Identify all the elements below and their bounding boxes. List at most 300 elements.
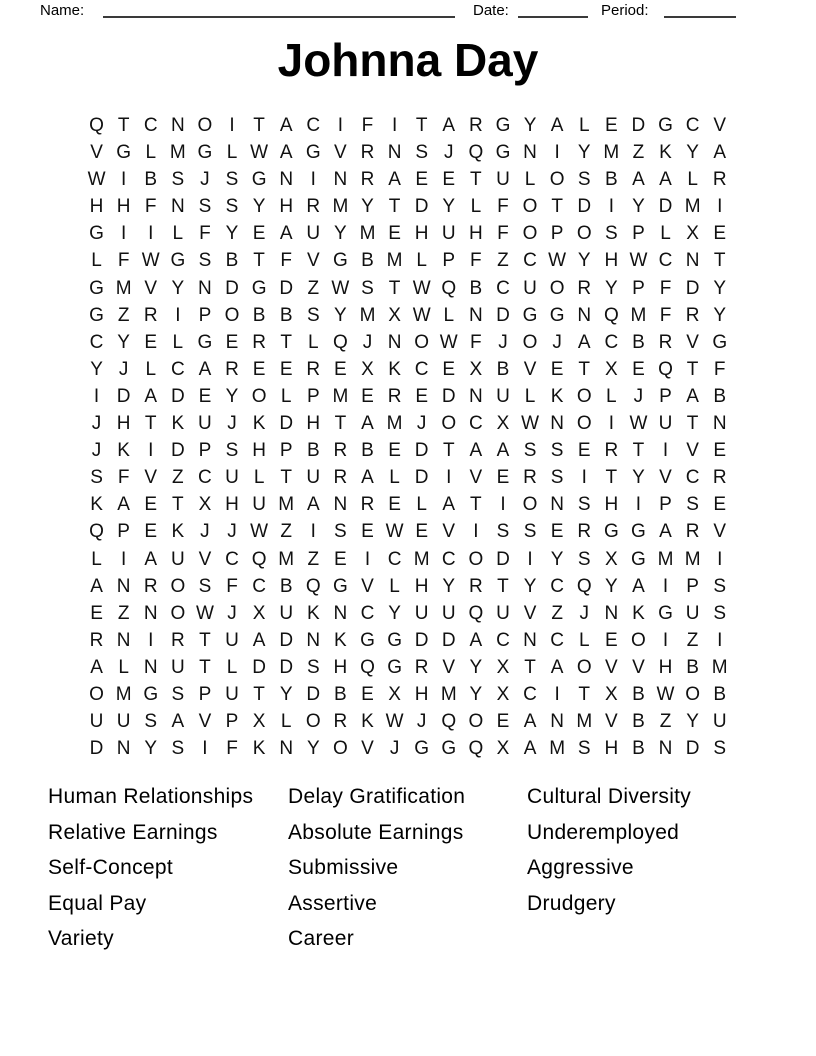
grid-letter: L [524,385,536,407]
grid-letter: G [251,169,267,191]
grid-letter: Y [523,575,537,597]
grid-letter: L [308,331,319,353]
grid-letter: T [605,467,618,489]
grid-letter: Z [497,250,509,272]
grid-letter: T [253,115,265,136]
grid-letter: E [496,711,510,733]
grid-letter: N [279,738,294,760]
grid-letter: L [578,629,590,651]
grid-letter: E [604,115,618,136]
grid-letter: T [253,250,265,272]
grid-letter: I [364,548,371,570]
grid-letter: N [306,629,321,651]
grid-letter: L [226,656,238,678]
grid-letter: G [89,277,104,299]
grid-letter: G [712,331,728,353]
grid-letter: L [118,656,129,678]
grid-letter: A [198,358,212,380]
grid-letter: N [468,385,483,407]
grid-letter: Y [225,385,239,407]
grid-letter: O [576,656,592,678]
grid-letter: U [89,711,104,733]
grid-letter: R [225,358,239,380]
grid-letter: P [550,223,564,245]
grid-letter: P [198,683,212,705]
grid-letter: E [361,521,374,543]
grid-letter: U [441,223,456,245]
grid-letter: J [416,413,427,435]
grid-letter: G [631,548,646,570]
grid-letter: U [658,413,673,435]
grid-letter: Q [251,548,267,570]
grid-letter: L [524,169,536,191]
grid-letter: K [252,738,266,760]
grid-letter: L [606,385,617,407]
grid-letter: J [91,413,102,435]
grid-letter: D [414,467,429,489]
grid-letter: B [469,277,483,299]
grid-letter: S [523,521,537,543]
grid-letter: U [306,467,321,489]
grid-letter: E [144,331,158,353]
grid-row [83,356,734,383]
grid-letter: C [685,115,700,136]
grid-letter: S [713,602,727,624]
grid-letter: E [713,440,727,462]
grid-letter: O [631,629,646,651]
grid-letter: M [332,385,349,407]
grid-letter: C [198,467,212,489]
grid-letter: G [495,142,511,164]
grid-letter: F [497,223,509,245]
grid-letter: K [117,440,130,462]
grid-letter: A [713,142,727,164]
grid-letter: C [360,602,375,624]
grid-letter: S [225,196,239,218]
grid-letter: W [195,602,214,624]
grid-letter: A [632,169,645,191]
grid-letter: V [686,331,699,353]
grid-letter: T [172,494,184,516]
grid-letter: T [524,656,536,678]
grid-letter: R [360,142,375,164]
grid-letter: N [604,602,619,624]
grid-letter: N [685,250,700,272]
word-search-grid [83,112,734,762]
grid-letter: D [631,115,646,136]
grid-letter: G [360,629,375,651]
grid-letter: Z [117,304,130,326]
grid-letter: E [334,358,347,380]
grid-letter: T [551,196,563,218]
grid-letter: S [306,304,320,326]
grid-letter: Y [144,738,158,760]
grid-letter: M [684,548,701,570]
grid-letter: S [144,711,158,733]
grid-letter: P [659,494,672,516]
grid-letter: A [523,738,537,760]
grid-letter: S [604,223,618,245]
grid-letter: Z [551,602,563,624]
grid-letter: K [171,521,185,543]
grid-letter: G [305,142,321,164]
grid-letter: C [441,548,456,570]
grid-letter: H [116,413,131,435]
grid-letter: B [632,738,645,760]
grid-letter: T [280,331,292,353]
grid-letter: E [388,223,401,245]
grid-letter: D [658,196,673,218]
period-blank-line [664,1,736,18]
grid-letter: Q [333,331,348,353]
grid-letter: U [496,385,510,407]
grid-letter: I [337,115,344,136]
grid-letter: S [171,169,185,191]
grid-letter: C [550,629,564,651]
grid-letter: O [549,169,565,191]
grid-letter: I [717,629,723,651]
grid-letter: A [550,656,564,678]
grid-letter: Y [604,575,618,597]
grid-letter: M [576,711,593,733]
grid-letter: C [143,115,158,136]
grid-row [83,220,734,247]
grid-letter: E [442,358,456,380]
grid-letter: H [658,656,673,678]
grid-letter: N [712,413,727,435]
grid-letter: L [416,494,427,516]
grid-letter: M [332,196,349,218]
grid-letter: T [578,683,591,705]
grid-letter: N [198,277,212,299]
grid-letter: O [468,548,484,570]
grid-letter: E [388,440,401,462]
grid-letter: G [495,115,511,136]
grid-letter: O [333,738,348,760]
word-list-item: Self-Concept [48,856,173,880]
grid-letter: E [225,331,239,353]
grid-letter: H [252,440,266,462]
grid-letter: P [225,711,239,733]
grid-letter: U [279,602,294,624]
grid-letter: E [415,521,429,543]
grid-letter: G [387,656,402,678]
grid-letter: B [361,440,374,462]
grid-letter: U [414,602,429,624]
grid-letter: B [144,169,158,191]
grid-letter: D [89,738,104,760]
grid-letter: M [440,683,457,705]
grid-row [83,139,734,166]
word-list-item: Relative Earnings [48,820,218,844]
grid-letter: K [550,385,564,407]
grid-letter: A [279,223,293,245]
grid-letter: R [523,467,537,489]
grid-letter: B [306,440,320,462]
grid-letter: A [469,629,483,651]
grid-letter: H [225,494,239,516]
grid-letter: V [659,467,672,489]
grid-letter: E [361,683,374,705]
grid-letter: N [523,142,537,164]
grid-letter: L [226,142,238,164]
grid-letter: Z [632,142,645,164]
grid-letter: M [115,277,132,299]
grid-letter: A [659,169,672,191]
grid-letter: U [170,656,185,678]
grid-letter: N [387,142,402,164]
grid-letter: I [202,738,208,760]
grid-letter: R [306,358,321,380]
grid-letter: W [331,277,350,299]
grid-letter: I [310,169,316,191]
grid-letter: N [333,602,348,624]
grid-letter: I [608,196,614,218]
period-label: Period: [601,2,649,19]
grid-letter: O [170,575,186,597]
grid-letter: O [576,385,592,407]
grid-letter: N [170,115,185,136]
grid-letter: B [686,656,699,678]
grid-letter: E [415,385,429,407]
grid-letter: T [470,494,482,516]
grid-letter: I [121,223,127,245]
grid-letter: N [279,169,294,191]
grid-letter: R [685,521,700,543]
grid-letter: D [496,304,510,326]
grid-letter: D [170,440,185,462]
grid-letter: E [415,169,429,191]
grid-row [83,464,734,491]
grid-letter: L [172,223,184,245]
grid-letter: N [387,331,402,353]
grid-letter: K [632,602,645,624]
grid-letter: A [279,115,293,136]
grid-letter: X [686,223,699,245]
grid-letter: D [685,277,700,299]
grid-letter: D [496,548,510,570]
grid-letter: Q [441,711,457,733]
grid-letter: S [550,440,564,462]
grid-letter: L [578,115,590,136]
grid-letter: W [439,331,458,353]
grid-letter: T [442,440,455,462]
grid-letter: E [252,223,266,245]
grid-letter: Y [686,711,699,733]
grid-letter: R [89,629,104,651]
grid-letter: N [550,413,564,435]
grid-letter: E [388,494,401,516]
grid-letter: S [713,738,727,760]
grid-letter: G [387,629,402,651]
grid-letter: G [116,142,132,164]
word-list-item: Career [288,927,354,951]
page-title: Johnna Day [277,34,539,86]
grid-letter: E [252,358,266,380]
grid-letter: W [412,277,431,299]
grid-letter: W [412,304,431,326]
grid-letter: P [632,223,645,245]
grid-letter: E [144,494,158,516]
grid-letter: Y [117,331,130,353]
grid-letter: X [604,548,618,570]
grid-letter: D [414,440,429,462]
grid-letter: W [87,169,106,191]
grid-letter: A [306,494,320,516]
grid-letter: K [388,358,401,380]
grid-row [83,573,734,600]
word-list-column-1 [48,779,253,957]
grid-letter: M [386,250,403,272]
grid-letter: A [632,575,645,597]
grid-letter: R [712,169,727,191]
grid-letter: Q [468,602,484,624]
grid-letter: V [713,115,727,136]
grid-letter: F [361,115,374,136]
grid-letter: Q [360,656,375,678]
grid-letter: I [93,385,100,407]
grid-letter: Y [632,196,645,218]
grid-letter: F [144,196,157,218]
grid-letter: W [656,683,675,705]
grid-letter: S [713,575,727,597]
grid-letter: G [333,575,348,597]
word-list-item: Variety [48,927,114,951]
grid-letter: H [306,413,321,435]
grid-letter: L [443,304,455,326]
grid-letter: V [361,738,374,760]
grid-letter: V [713,521,727,543]
grid-letter: P [659,385,672,407]
grid-row [83,518,734,545]
grid-letter: T [117,115,130,136]
grid-letter: H [414,223,429,245]
grid-letter: N [550,494,564,516]
grid-row [83,735,734,762]
grid-letter: H [414,575,429,597]
grid-letter: R [468,575,483,597]
date-blank-line [518,1,588,18]
grid-letter: F [497,196,509,218]
grid-letter: C [387,548,402,570]
grid-letter: L [389,575,400,597]
grid-letter: I [554,683,560,705]
grid-letter: H [89,196,104,218]
grid-letter: E [577,440,591,462]
grid-letter: I [473,521,479,543]
word-list-item: Aggressive [527,856,634,880]
grid-letter: Z [307,277,320,299]
grid-letter: X [496,656,510,678]
grid-letter: H [468,223,483,245]
grid-letter: M [630,304,647,326]
grid-letter: J [633,385,644,407]
grid-letter: A [252,629,266,651]
grid-letter: F [226,738,238,760]
grid-letter: V [361,575,374,597]
grid-letter: M [115,683,132,705]
grid-letter: V [632,656,645,678]
grid-letter: T [280,467,292,489]
grid-letter: M [278,494,295,516]
grid-letter: Y [686,142,699,164]
grid-letter: E [144,521,158,543]
grid-letter: Z [659,711,672,733]
grid-letter: S [198,250,212,272]
grid-letter: V [306,250,320,272]
grid-letter: H [333,656,348,678]
word-list-column-2 [288,779,465,957]
grid-letter: A [117,494,130,516]
grid-letter: C [496,277,510,299]
grid-letter: O [414,331,430,353]
grid-letter: J [416,711,427,733]
grid-letter: D [685,738,700,760]
grid-letter: T [578,358,591,380]
grid-letter: D [306,683,321,705]
grid-letter: S [334,521,347,543]
grid-letter: Z [280,521,292,543]
grid-letter: P [279,440,293,462]
grid-letter: Q [468,738,484,760]
grid-letter: J [91,440,102,462]
word-list-item: Delay Gratification [288,785,466,808]
grid-letter: Y [469,656,483,678]
grid-letter: H [604,494,619,516]
grid-letter: N [550,711,564,733]
grid-letter: I [391,115,398,136]
grid-letter: M [549,738,566,760]
grid-letter: C [468,413,483,435]
grid-letter: A [388,169,401,191]
grid-letter: J [227,521,237,543]
grid-letter: B [604,169,618,191]
grid-letter: U [306,223,321,245]
grid-letter: K [334,629,347,651]
grid-letter: I [148,440,154,462]
grid-letter: V [523,602,537,624]
grid-letter: C [414,358,429,380]
grid-letter: Z [686,629,699,651]
grid-letter: R [658,331,673,353]
grid-letter: Z [117,602,130,624]
grid-letter: I [121,169,127,191]
grid-row [83,193,734,220]
grid-letter: O [89,683,104,705]
grid-letter: L [91,548,102,570]
grid-letter: G [197,331,213,353]
grid-letter: P [306,385,320,407]
grid-letter: W [385,521,404,543]
grid-row [83,491,734,518]
grid-letter: T [713,250,726,272]
grid-letter: R [577,277,592,299]
grid-letter: T [686,358,699,380]
grid-letter: R [685,304,700,326]
grid-letter: Q [89,115,104,136]
grid-letter: E [604,629,618,651]
grid-letter: T [334,413,347,435]
grid-letter: P [198,440,212,462]
grid-letter: B [225,250,239,272]
word-list-item: Absolute Earnings [288,820,464,844]
grid-letter: C [604,331,619,353]
grid-letter: B [713,385,727,407]
grid-letter: K [659,142,672,164]
grid-letter: T [253,683,265,705]
grid-letter: Q [441,277,457,299]
grid-letter: I [662,575,669,597]
